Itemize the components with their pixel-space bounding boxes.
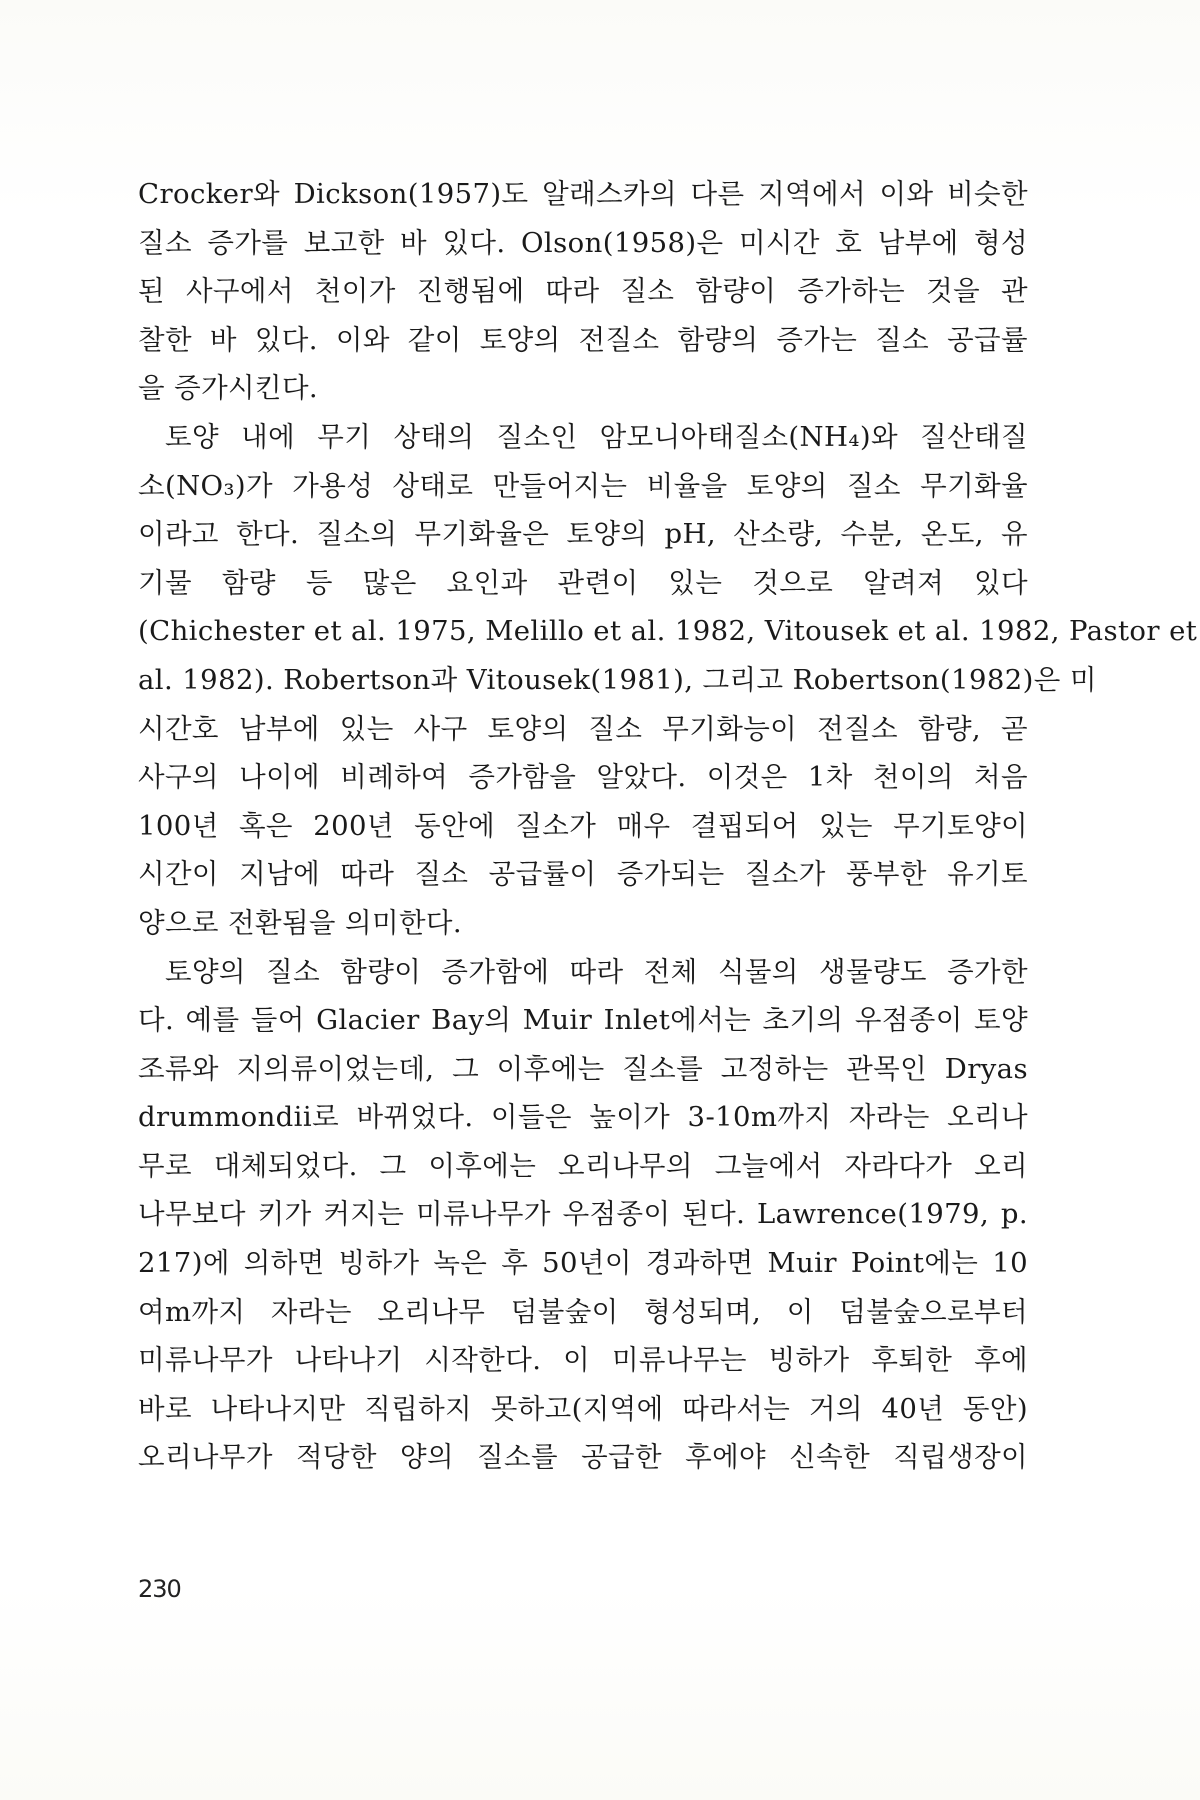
text-line: 기물 함량 등 많은 요인과 관련이 있는 것으로 알려져 있다 <box>138 566 1028 599</box>
text-line: 된 사구에서 천이가 진행됨에 따라 질소 함량이 증가하는 것을 관 <box>138 275 1028 308</box>
text-line: 질소 증가를 보고한 바 있다. Olson(1958)은 미시간 호 남부에 형성 <box>138 226 1028 259</box>
text-line: 을 증가시킨다. <box>138 372 319 405</box>
text-line: al. 1982). Robertson과 Vitousek(1981), 그리고 Robertson(1982)은 미 <box>138 663 1097 696</box>
text-line: drummondii로 바뀌었다. 이들은 높이가 3-10m까지 자라는 오리나 <box>138 1101 1028 1134</box>
body-text <box>138 170 1198 1482</box>
text-line: 217)에 의하면 빙하가 녹은 후 50년이 경과하면 Muir Point에는 10 <box>138 1247 1028 1280</box>
text-line: 찰한 바 있다. 이와 같이 토양의 전질소 함량의 증가는 질소 공급률 <box>138 323 1028 356</box>
text-line: 나무보다 키가 커지는 미류나무가 우점종이 된다. Lawrence(1979, p. <box>138 1198 1028 1231</box>
text-line: 시간이 지남에 따라 질소 공급률이 증가되는 질소가 풍부한 유기토 <box>138 858 1028 891</box>
text-line: 미류나무가 나타나기 시작한다. 이 미류나무는 빙하가 후퇴한 후에 <box>138 1344 1028 1377</box>
text-line: 토양 내에 무기 상태의 질소인 암모니아태질소(NH₄)와 질산태질 <box>165 420 1028 453</box>
page-number: 230 <box>138 1575 181 1603</box>
text-line: 이라고 한다. 질소의 무기화율은 토양의 pH, 산소량, 수분, 온도, 유 <box>138 518 1028 551</box>
text-line: 소(NO₃)가 가용성 상태로 만들어지는 비율을 토양의 질소 무기화율 <box>138 469 1028 502</box>
text-line: 여m까지 자라는 오리나무 덤불숲이 형성되며, 이 덤불숲으로부터 <box>138 1295 1028 1328</box>
text-line: Crocker와 Dickson(1957)도 알래스카의 다른 지역에서 이와 비슷한 <box>138 178 1028 210</box>
text-line: 시간호 남부에 있는 사구 토양의 질소 무기화능이 전질소 함량, 곧 <box>138 712 1028 745</box>
text-line: 바로 나타나지만 직립하지 못하고(지역에 따라서는 거의 40년 동안) <box>138 1392 1028 1425</box>
text-line: (Chichester et al. 1975, Melillo et al. 1982, Vitousek et al. 1982, Pastor et <box>138 615 1198 648</box>
text-line: 사구의 나이에 비례하여 증가함을 알았다. 이것은 1차 천이의 처음 <box>138 761 1028 794</box>
text-line: 다. 예를 들어 Glacier Bay의 Muir Inlet에서는 초기의 우점종이 토양 <box>138 1004 1028 1037</box>
text-line: 양으로 전환됨을 의미한다. <box>138 906 463 939</box>
text-line: 조류와 지의류이었는데, 그 이후에는 질소를 고정하는 관목인 Dryas <box>138 1052 1028 1085</box>
text-line: 오리나무가 적당한 양의 질소를 공급한 후에야 신속한 직립생장이 <box>138 1441 1028 1474</box>
text-line: 100년 혹은 200년 동안에 질소가 매우 결핍되어 있는 무기토양이 <box>138 809 1028 842</box>
text-line: 무로 대체되었다. 그 이후에는 오리나무의 그늘에서 자라다가 오리 <box>138 1149 1028 1182</box>
text-line: 토양의 질소 함량이 증가함에 따라 전체 식물의 생물량도 증가한 <box>165 955 1028 988</box>
